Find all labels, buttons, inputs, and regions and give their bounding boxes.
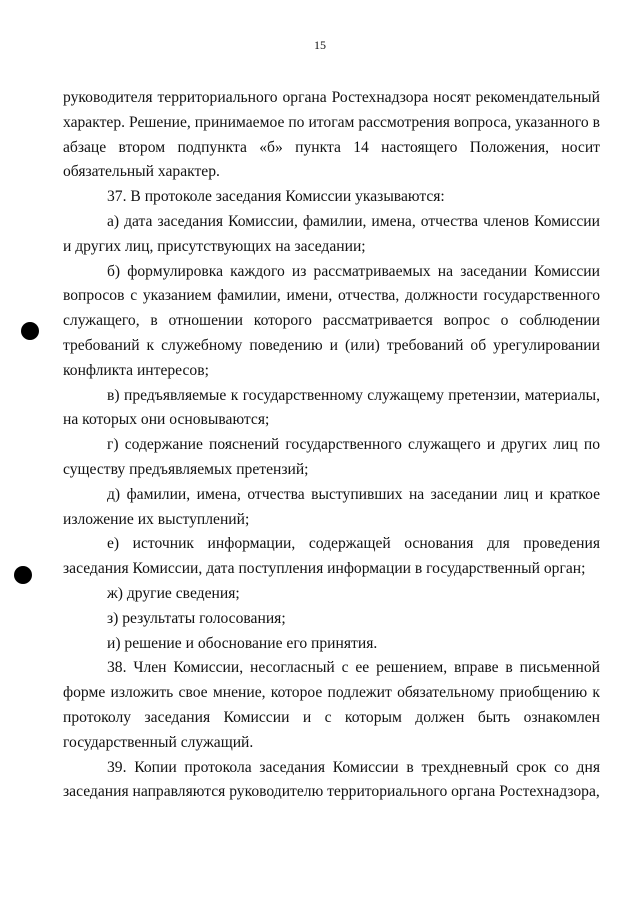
page-number: 15 <box>314 38 326 52</box>
paragraph-item-39: 39. Копии протокола заседания Комиссии в трехдневный срок со дня заседания направляются руководителю территориального органа Ростехнадзора, <box>63 758 600 801</box>
paragraph-37-e: е) источник информации, содержащей основания для проведения заседания Комиссии, дата поступления информации в государственный орган; <box>63 535 600 578</box>
document-body <box>63 86 600 805</box>
paragraph-continuation: руководителя территориального органа Ростехнадзора носят рекомендательный характер. Решение, принимаемое по итогам рассмотрения вопроса, указанного в абзаце втором подпункта «б» пункта 14 настоящего Положения, носит обязательный характер. <box>63 89 600 181</box>
paragraph-37-v: в) предъявляемые к государственному служащему претензии, материалы, на которых они основываются; <box>63 386 600 429</box>
paragraph-37-d: д) фамилии, имена, отчества выступивших на заседании лиц и краткое изложение их выступлений; <box>63 485 600 528</box>
punch-hole-top <box>21 322 39 340</box>
paragraph-37-z: з) результаты голосования; <box>107 609 286 627</box>
paragraph-item-38: 38. Член Комиссии, несогласный с ее решением, вправе в письменной форме изложить свое мнение, которое подлежит обязательному приобщению к протоколу заседания Комиссии и с которым должен быть ознакомлен государственный служащий. <box>63 659 600 751</box>
paragraph-37-i: и) решение и обоснование его принятия. <box>107 634 378 652</box>
paragraph-37-g: г) содержание пояснений государственного служащего и других лиц по существу предъявляемых претензий; <box>63 436 600 478</box>
punch-hole-bottom <box>14 566 32 584</box>
paragraph-item-37: 37. В протоколе заседания Комиссии указываются: <box>107 188 445 206</box>
paragraph-37-zh: ж) другие сведения; <box>107 584 240 602</box>
paragraph-37-b: б) формулировка каждого из рассматриваемых на заседании Комиссии вопросов с указанием фамилии, имени, отчества, должности государственного служащего, в отношении которого рассматривается вопрос о соблюдении требований к служебному поведению и (или) требований об урегулировании конфликта интересов; <box>63 262 600 379</box>
paragraph-37-a: а) дата заседания Комиссии, фамилии, имена, отчества членов Комиссии и других лиц, присутствующих на заседании; <box>63 212 600 255</box>
